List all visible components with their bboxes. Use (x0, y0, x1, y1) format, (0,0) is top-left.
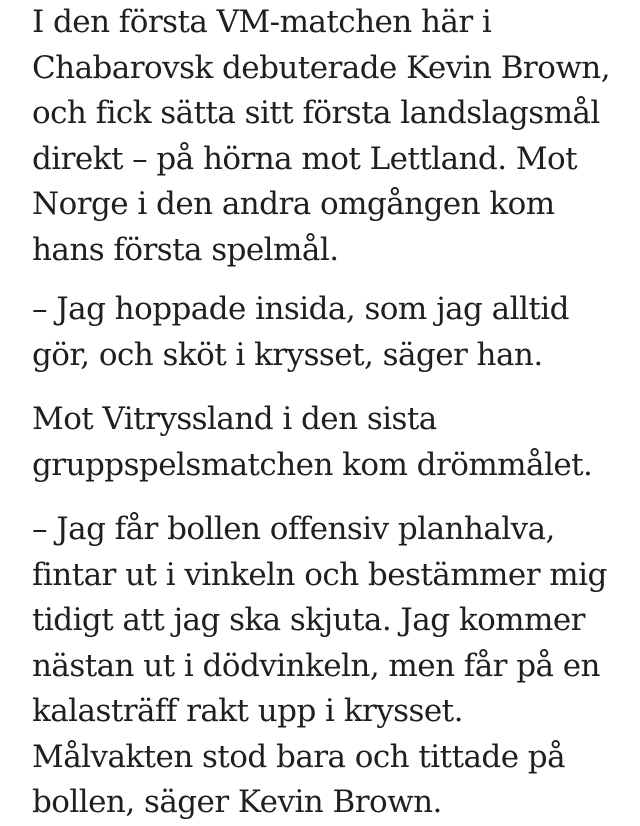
text-line: och fick sätta sitt första landslagsmål (32, 95, 600, 131)
text-line: direkt – på hörna mot Lettland. Mot (32, 140, 578, 177)
text-line: Chabarovsk debuterade Kevin Brown, (32, 49, 611, 86)
text-line: nästan ut i dödvinkeln, men får på en (32, 647, 600, 684)
quote-paragraph (32, 507, 607, 826)
text-line: bollen, säger Kevin Brown. (32, 784, 442, 820)
article-paragraph (32, 397, 592, 488)
text-line: I den första VM-matchen här i (32, 4, 492, 40)
text-line: hans första spelmål. (32, 231, 339, 268)
text-line: tidigt att jag ska skjuta. Jag kommer (32, 602, 585, 638)
text-line: gör, och sköt i krysset, säger han. (32, 336, 543, 373)
text-line: fintar ut i vinkeln och bestämmer mig (32, 556, 607, 593)
article-paragraph (32, 0, 610, 273)
text-line: gruppspelsmatchen kom drömmålet. (32, 446, 593, 483)
text-line: Mot Vitryssland i den sista (32, 401, 437, 437)
text-line: kalasträff rakt upp i krysset. (32, 693, 463, 729)
text-line: Målvakten stod bara och tittade på (32, 738, 566, 775)
text-line: – Jag hoppade insida, som jag alltid (32, 291, 569, 327)
text-line: – Jag får bollen offensiv planhalva, (32, 511, 555, 547)
quote-paragraph (32, 287, 569, 378)
text-line: Norge i den andra omgången kom (32, 186, 555, 222)
